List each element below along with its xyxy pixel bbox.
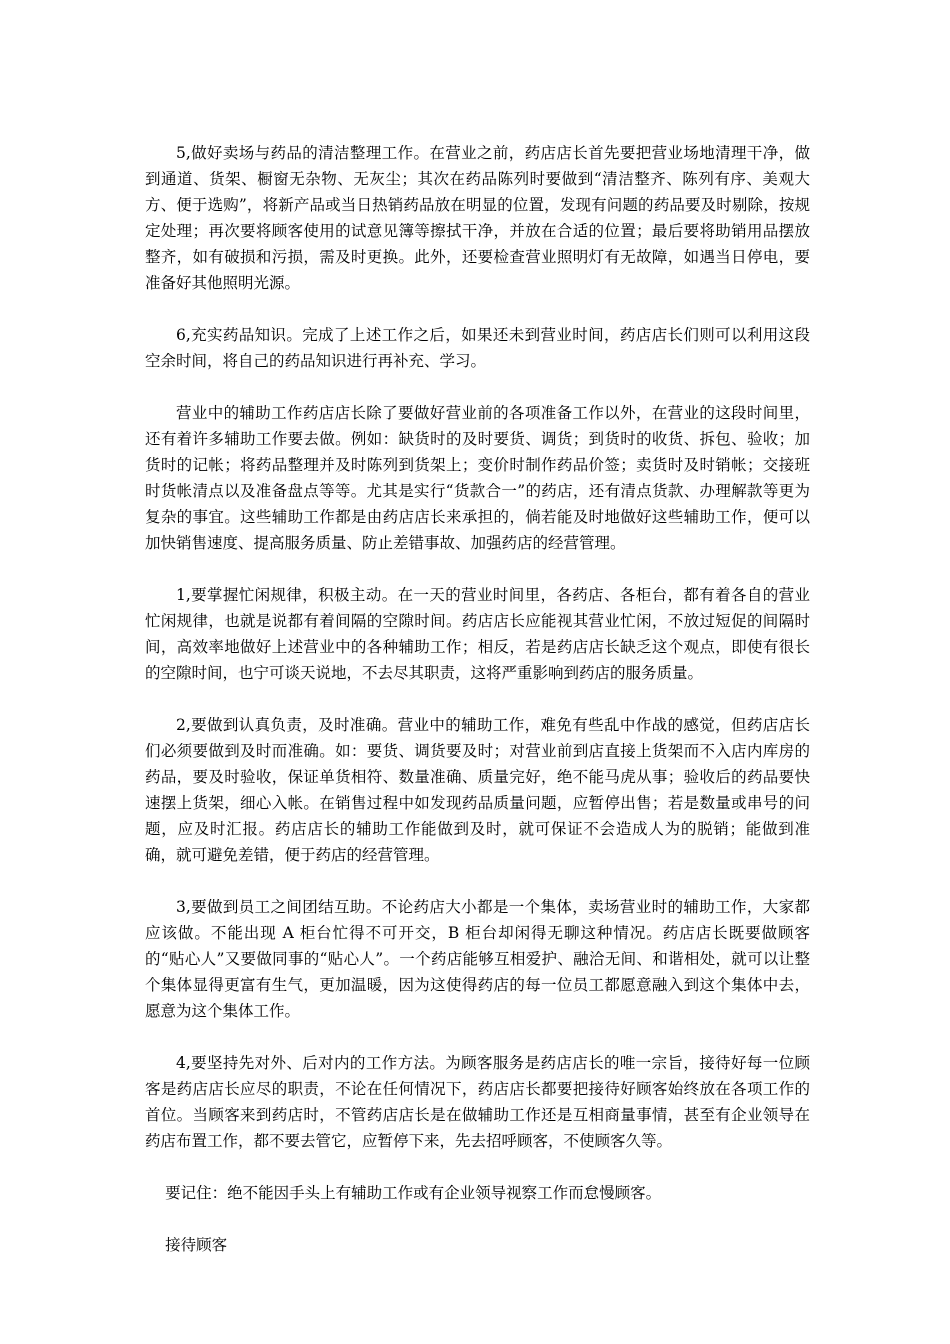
section-heading-receive-customers: 接待顾客 xyxy=(165,1236,228,1254)
paragraph-teamwork: 3,要做到员工之间团结互助。不论药店大小都是一个集体，卖场营业时的辅助工作，大家都应该做。不能出现 A 柜台忙得不可开交，B 柜台却闲得无聊这种情况。药店店长既要做顾客的“贴心人”又要做同事的“贴心人”。一个药店能够互相爱护、融洽无间、和谐相处，就可以让整个集体显得更富有生气，更加温暖，因为这使得药店的每一位员工都愿意融入到这个集体中去，愿意为这个集体工作。 xyxy=(145,898,810,1020)
document-page xyxy=(145,140,810,1284)
paragraph-knowledge: 6,充实药品知识。完成了上述工作之后，如果还未到营业时间，药店店长们则可以利用这段空余时间，将自己的药品知识进行再补充、学习。 xyxy=(145,326,810,370)
paragraph-remember: 要记住：绝不能因手头上有辅助工作或有企业领导视察工作而怠慢顾客。 xyxy=(165,1184,662,1202)
paragraph-busy-idle: 1,要掌握忙闲规律，积极主动。在一天的营业时间里，各药店、各柜台，都有着各自的营业忙闲规律，也就是说都有着间隔的空隙时间。药店店长应能视其营业忙闲，不放过短促的间隔时间，高效率地做好上述营业中的各种辅助工作；相反，若是药店店长缺乏这个观点，即使有很长的空隙时间，也宁可谈天说地，不去尽其职责，这将严重影响到药店的服务质量。 xyxy=(145,586,810,682)
paragraph-auxiliary-work: 营业中的辅助工作药店店长除了要做好营业前的各项准备工作以外，在营业的这段时间里，还有着许多辅助工作要去做。例如：缺货时的及时要货、调货；到货时的收货、拆包、验收；加货时的记帐；将药品整理并及时陈列到货架上；变价时制作药品价签；卖货时及时销帐；交接班时货帐清点以及准备盘点等等。尤其是实行“货款合一”的药店，还有清点货款、办理解款等更为复杂的事宜。这些辅助工作都是由药店店长来承担的，倘若能及时地做好这些辅助工作，便可以加快销售速度、提高服务质量、防止差错事故、加强药店的经营管理。 xyxy=(145,404,810,552)
paragraph-cleaning: 5,做好卖场与药品的清洁整理工作。在营业之前，药店店长首先要把营业场地清理干净，做到通道、货架、橱窗无杂物、无灰尘；其次在药品陈列时要做到“清洁整齐、陈列有序、美观大方、便于选购”，将新产品或当日热销药品放在明显的位置，发现有问题的药品要及时剔除，按规定处理；再次要将顾客使用的试意见簿等擦拭干净，并放在合适的位置；最后要将助销用品摆放整齐，如有破损和污损，需及时更换。此外，还要检查营业照明灯有无故障，如遇当日停电，要准备好其他照明光源。 xyxy=(145,144,810,292)
paragraph-accuracy: 2,要做到认真负责，及时准确。营业中的辅助工作，难免有些乱中作战的感觉，但药店店长们必须要做到及时而准确。如：要货、调货要及时；对营业前到店直接上货架而不入店内库房的药品，要及时验收，保证单货相符、数量准确、质量完好，绝不能马虎从事；验收后的药品要快速摆上货架，细心入帐。在销售过程中如发现药品质量问题，应暂停出售；若是数量或串号的问题，应及时汇报。药店店长的辅助工作能做到及时，就可保证不会造成人为的脱销；能做到准确，就可避免差错，便于药店的经营管理。 xyxy=(145,716,810,864)
paragraph-customer-first: 4,要坚持先对外、后对内的工作方法。为顾客服务是药店店长的唯一宗旨，接待好每一位顾客是药店店长应尽的职责，不论在任何情况下，药店店长都要把接待好顾客始终放在各项工作的首位。当顾客来到药店时，不管药店店长是在做辅助工作还是互相商量事情，甚至有企业领导在药店布置工作，都不要去管它，应暂停下来，先去招呼顾客，不使顾客久等。 xyxy=(145,1054,810,1150)
